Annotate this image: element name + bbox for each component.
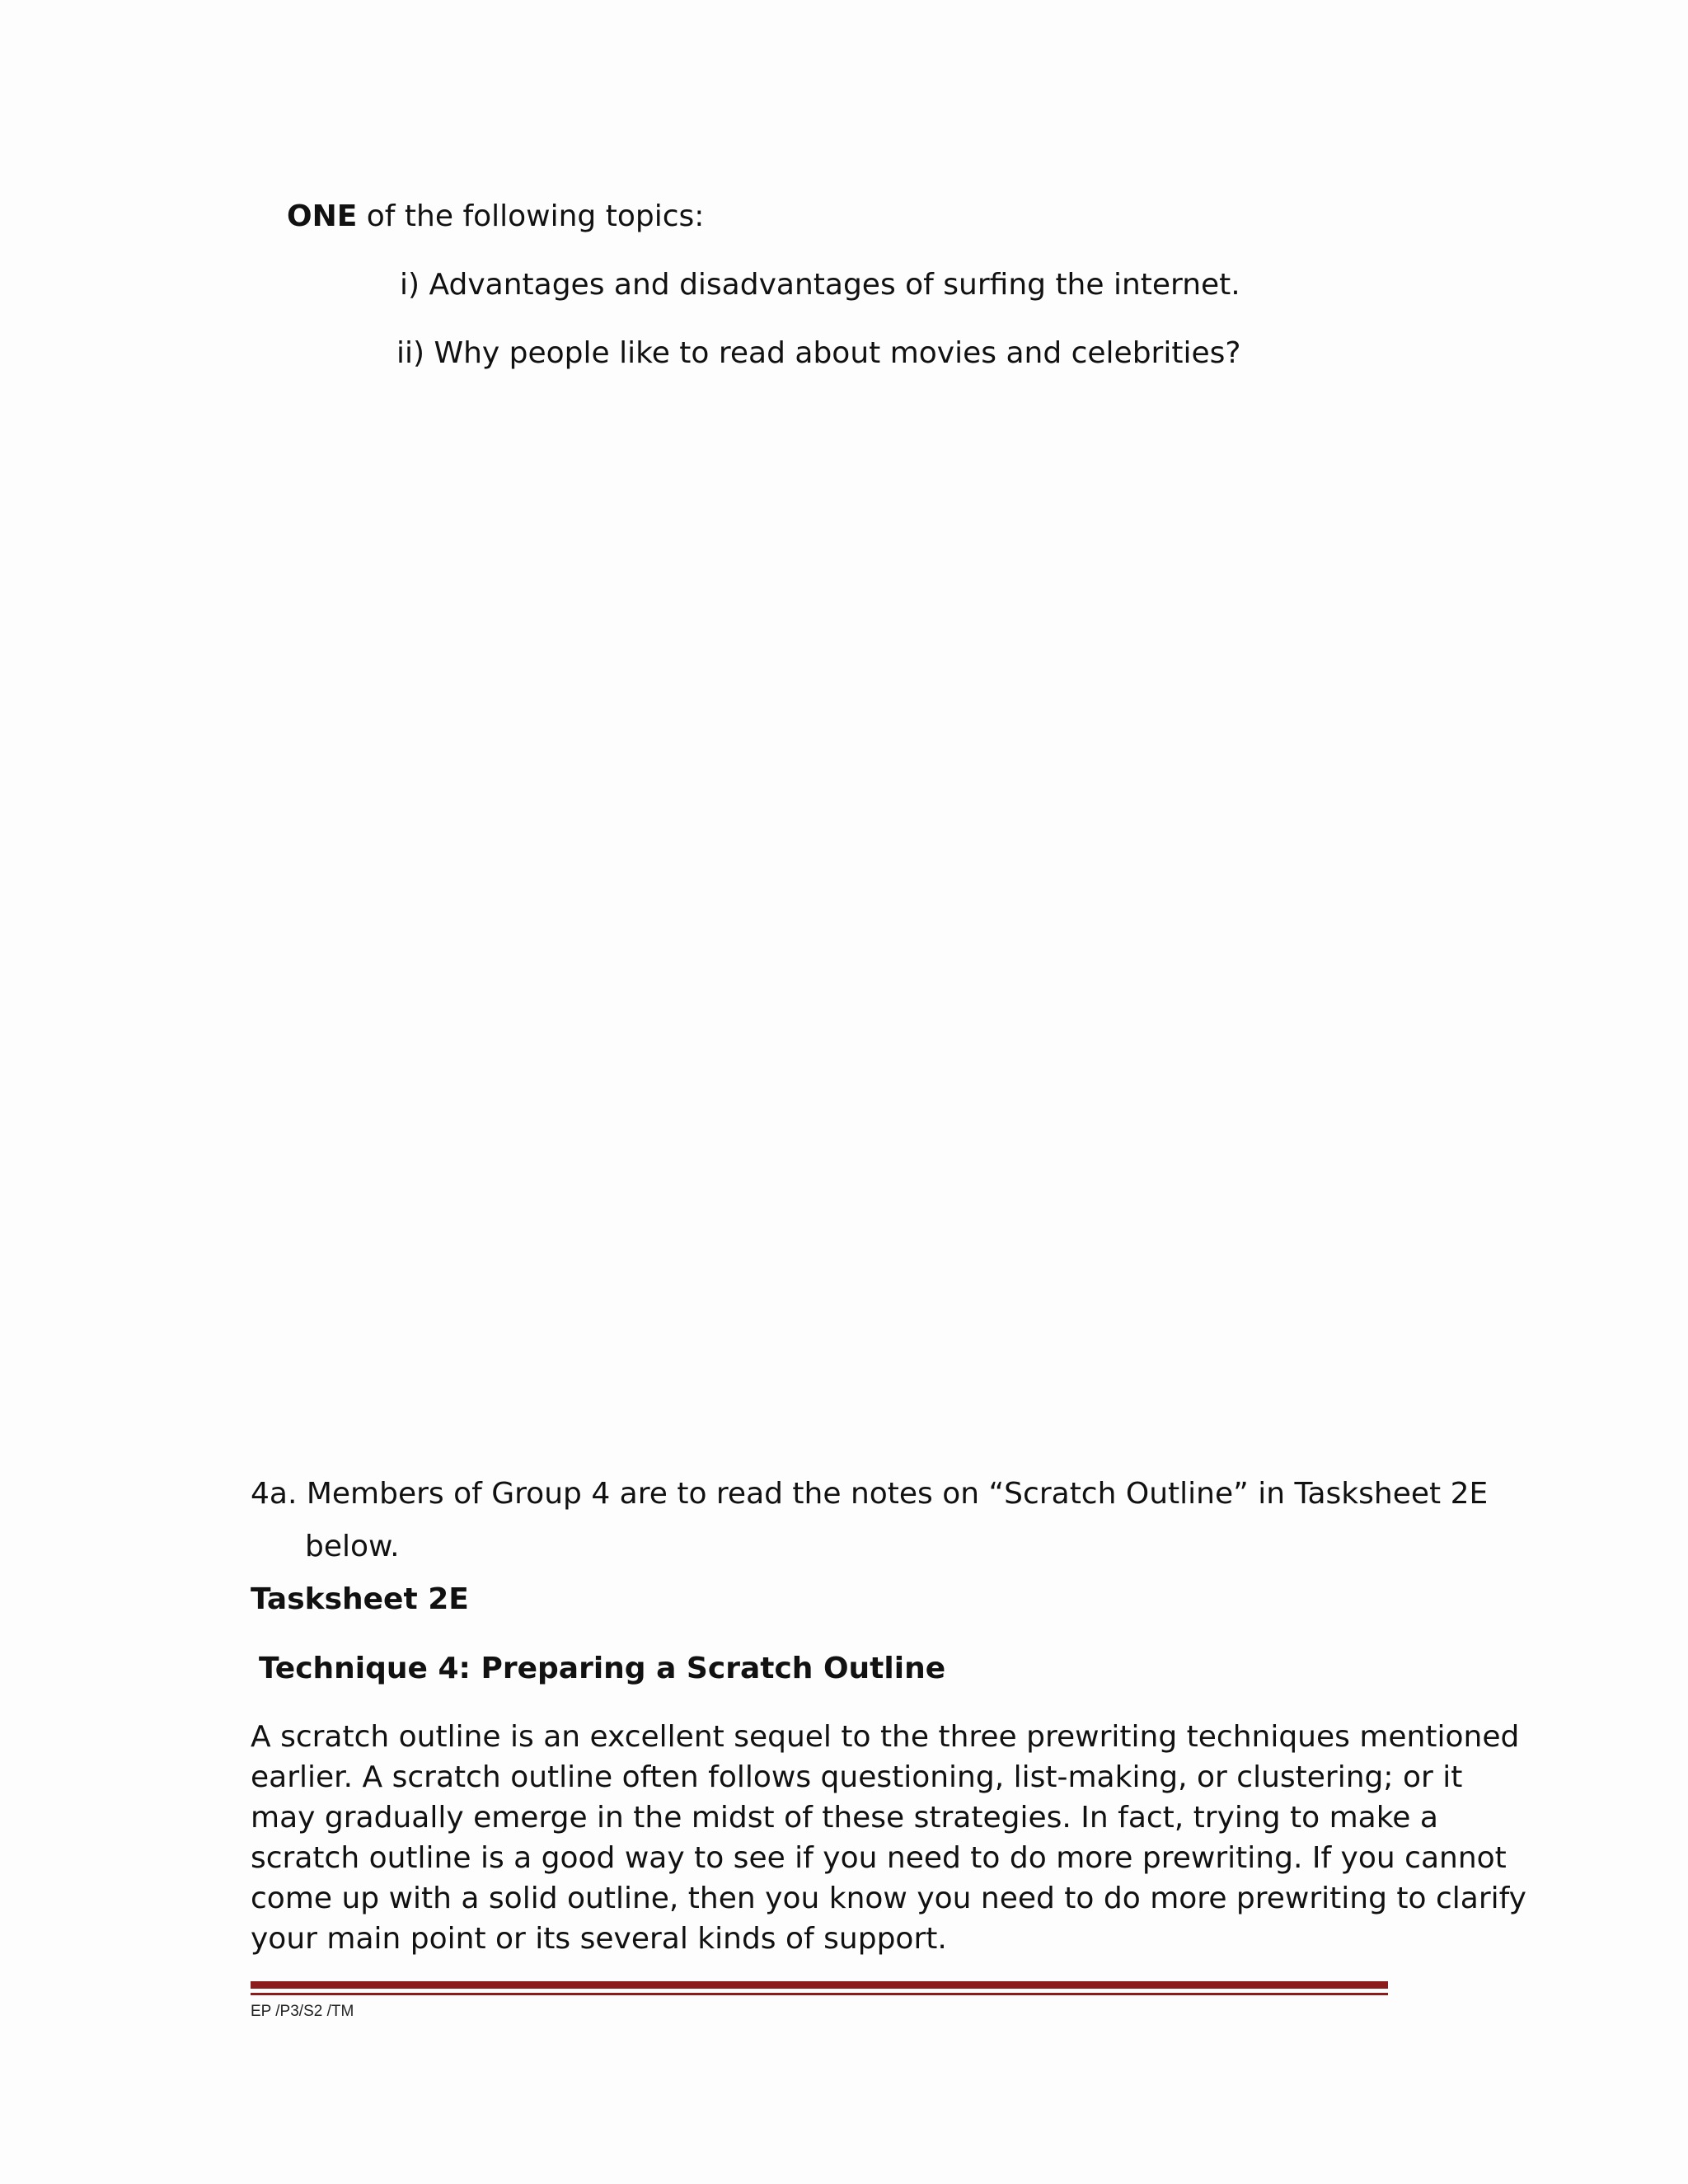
paragraph-line: your main point or its several kinds of support. — [251, 1922, 947, 1956]
task-4a-line2: below. — [305, 1530, 400, 1563]
topic-item: i) Advantages and disadvantages of surfing the internet. — [400, 268, 1240, 302]
footer-rule-thin — [251, 1993, 1388, 1995]
intro-bold: ONE — [287, 199, 358, 233]
topic-item: ii) Why people like to read about movies and celebrities? — [396, 336, 1241, 370]
paragraph-line: scratch outline is a good way to see if you need to do more prewriting. If you cannot — [251, 1841, 1507, 1875]
footer-rule-thick — [251, 1981, 1388, 1989]
paragraph-line: may gradually emerge in the midst of these strategies. In fact, trying to make a — [251, 1801, 1438, 1835]
scratch-outline-paragraph — [251, 1717, 1526, 1959]
intro-line — [287, 196, 704, 237]
technique-heading: Technique 4: Preparing a Scratch Outline — [259, 1652, 946, 1685]
paragraph-line: A scratch outline is an excellent sequel to the three prewriting techniques mentioned — [251, 1720, 1520, 1754]
footer-code: EP /P3/S2 /TM — [251, 2003, 354, 2020]
intro-text: of the following topics: — [357, 199, 705, 233]
paragraph-line: come up with a solid outline, then you know you need to do more prewriting to clarify — [251, 1882, 1526, 1915]
paragraph-line: earlier. A scratch outline often follows questioning, list-making, or clustering; or it — [251, 1760, 1463, 1794]
tasksheet-heading: Tasksheet 2E — [251, 1582, 469, 1616]
task-4a-line1: 4a. Members of Group 4 are to read the notes on “Scratch Outline” in Tasksheet 2E — [251, 1477, 1489, 1511]
